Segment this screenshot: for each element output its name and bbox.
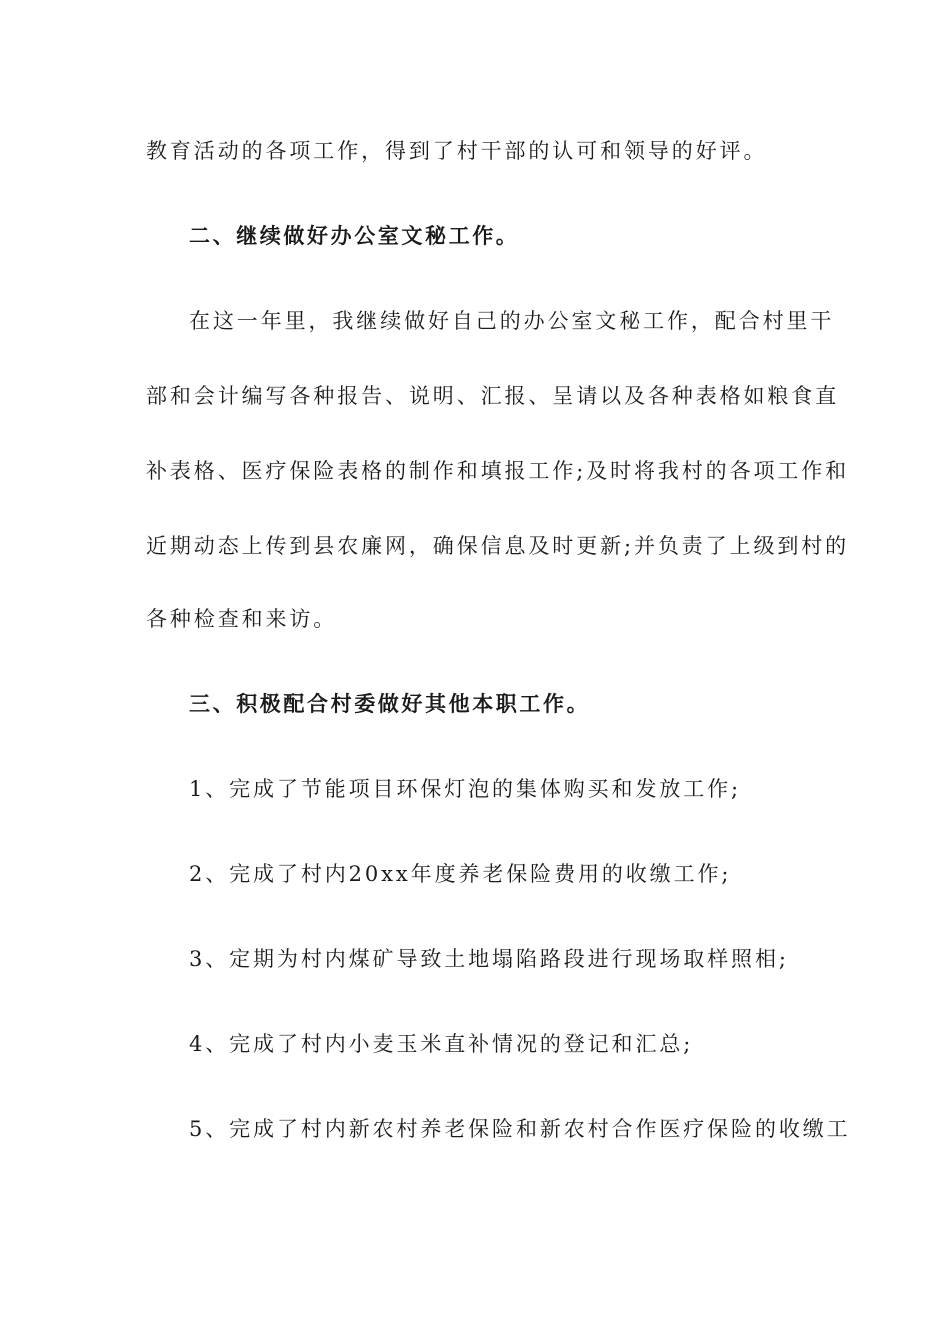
body-text-line: 补表格、医疗保险表格的制作和填报工作;及时将我村的各项工作和 xyxy=(146,459,850,483)
list-item-5: 5、完成了村内新农村养老保险和新农村合作医疗保险的收缴工 xyxy=(189,1117,851,1141)
section-heading-3: 三、积极配合村委做好其他本职工作。 xyxy=(189,691,591,716)
body-text-line: 教育活动的各项工作，得到了村干部的认可和领导的好评。 xyxy=(146,139,768,163)
list-item-3: 3、定期为村内煤矿导致土地塌陷路段进行现场取样照相; xyxy=(189,947,789,971)
body-text-line: 在这一年里，我继续做好自己的办公室文秘工作，配合村里干 xyxy=(189,309,835,333)
list-item-2: 2、完成了村内20xx年度养老保险费用的收缴工作; xyxy=(189,862,732,886)
body-text-line: 各种检查和来访。 xyxy=(146,607,338,631)
list-item-1: 1、完成了节能项目环保灯泡的集体购买和发放工作; xyxy=(189,777,742,801)
list-item-4: 4、完成了村内小麦玉米直补情况的登记和汇总; xyxy=(189,1032,694,1056)
body-text-line: 部和会计编写各种报告、说明、汇报、呈请以及各种表格如粮食直 xyxy=(146,384,840,408)
section-heading-2: 二、继续做好办公室文秘工作。 xyxy=(189,223,520,248)
body-text-line: 近期动态上传到县农廉网，确保信息及时更新;并负责了上级到村的 xyxy=(146,534,850,558)
